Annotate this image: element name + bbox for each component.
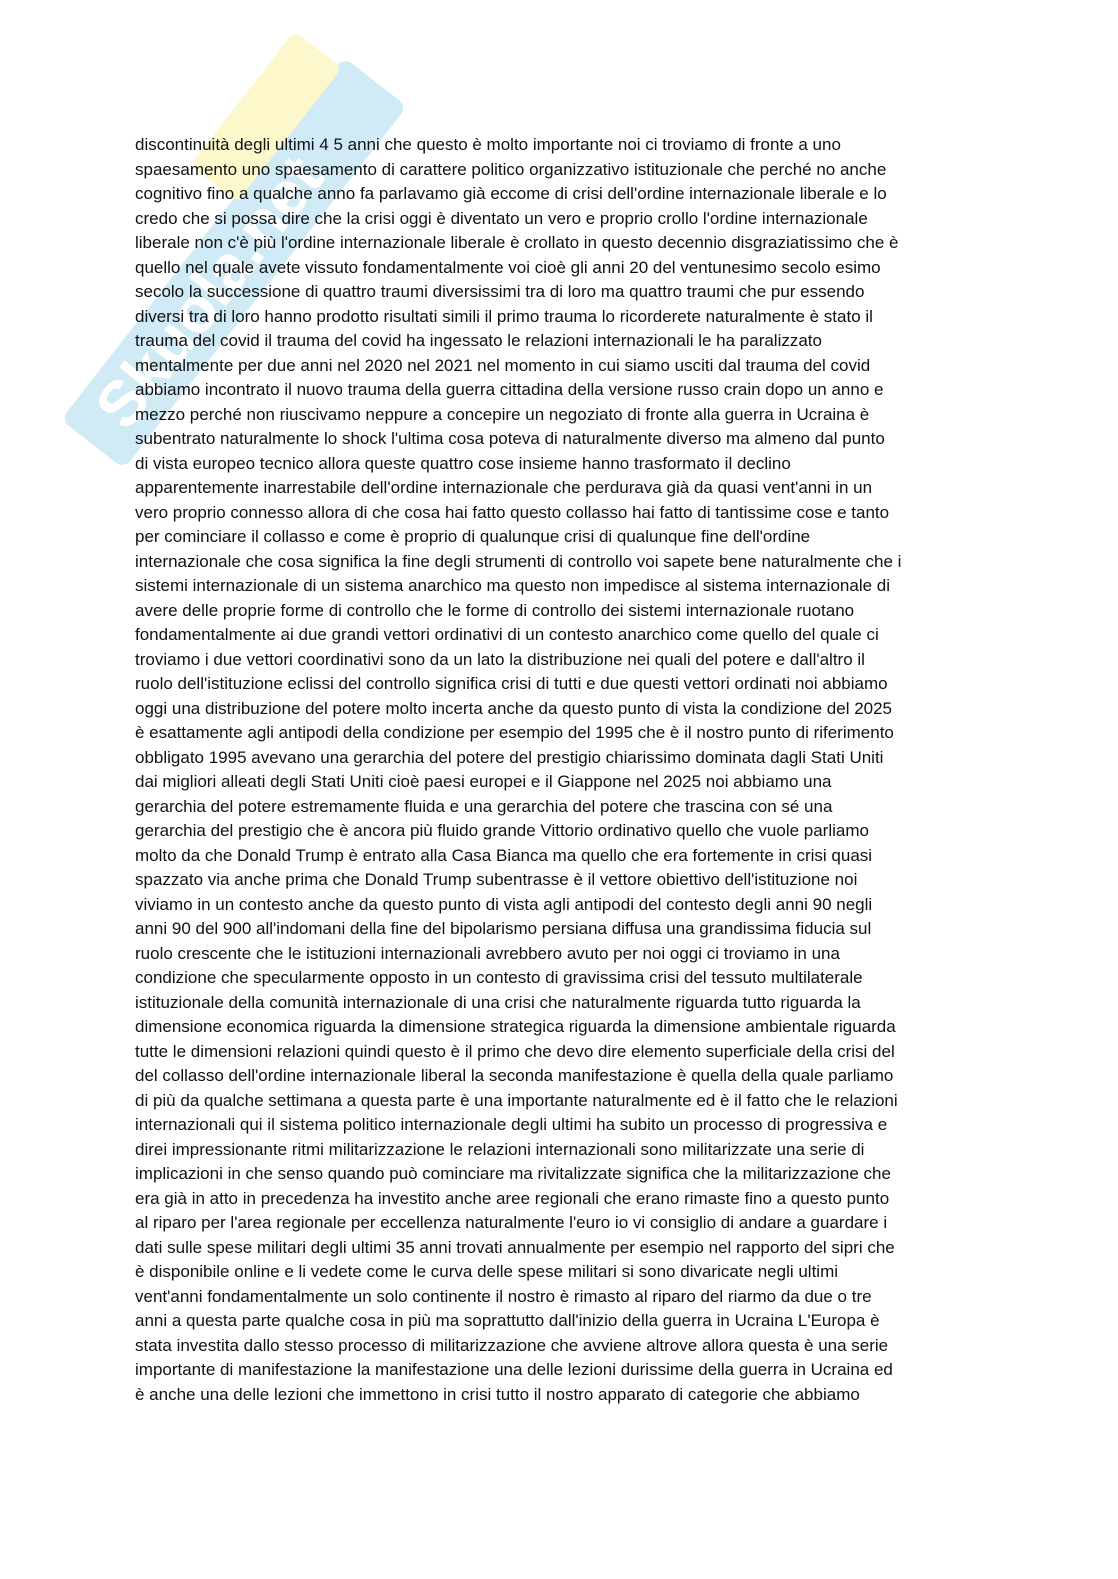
text-line: internazionali qui il sistema politico internazionale degli ultimi ha subito un processo di progressiva e: [135, 1115, 888, 1134]
text-line: condizione che specularmente opposto in un contesto di gravissima crisi del tessuto multilaterale: [135, 968, 863, 987]
text-line: viviamo in un contesto anche da questo punto di vista agli antipodi del contesto degli anni 90 negli: [135, 894, 873, 914]
text-line: dai migliori alleati degli Stati Uniti cioè paesi europei e il Giappone nel 2025 noi abbiamo una: [135, 772, 832, 791]
text-line: è disponibile online e li vedete come le curva delle spese militari si sono divaricate negli ultimi: [135, 1262, 839, 1281]
watermark-text: Skuola.net: [80, 142, 337, 442]
text-line: vent'anni fondamentalmente un solo continente il nostro è rimasto al riparo del riarmo da due o tre: [135, 1286, 872, 1306]
text-line: ruolo dell'istituzione eclissi del controllo significa crisi di tutti e due questi vettori ordinati noi abbiamo: [135, 674, 888, 693]
text-line: obbligato 1995 avevano una gerarchia del potere del prestigio chiarissimo dominata dagli Stati Uniti: [135, 747, 884, 767]
text-line: anni a questa parte qualche cosa in più ma soprattutto dall'inizio della guerra in Ucraina L'Europa è: [135, 1311, 880, 1330]
text-line: cognitivo fino a qualche anno fa parlavamo già eccome di crisi dell'ordine internazionale liberale e lo: [135, 184, 887, 203]
text-line: molto da che Donald Trump è entrato alla Casa Bianca ma quello che era fortemente in crisi quasi: [135, 845, 873, 865]
text-line: quello nel quale avete vissuto fondamentalmente voi cioè gli anni 20 del ventunesimo secolo esimo: [135, 257, 881, 277]
text-line: del collasso dell'ordine internazionale liberal la seconda manifestazione è quella della quale parliamo: [135, 1066, 894, 1085]
text-line: mezzo perché non riuscivamo neppure a concepire un negoziato di fronte alla guerra in Ucraina è: [135, 404, 870, 424]
transcript-body: [135, 133, 985, 1407]
text-line: liberale non c'è più l'ordine internazionale liberale è crollato in questo decennio disgraziatissimo che è: [135, 233, 899, 252]
text-line: tutte le dimensioni relazioni quindi questo è il primo che devo dire elemento superficiale della crisi del: [135, 1041, 895, 1061]
text-line: oggi una distribuzione del potere molto incerta anche da questo punto di vista la condizione del 2025: [135, 698, 893, 718]
text-line: di più da qualche settimana a questa parte è una importante naturalmente ed è il fatto che le relazioni: [135, 1090, 898, 1110]
text-line: spaesamento uno spaesamento di carattere politico organizzativo istituzionale che perché no anche: [135, 159, 887, 179]
text-line: mentalmente per due anni nel 2020 nel 2021 nel momento in cui siamo usciti dal trauma del covid: [135, 355, 871, 375]
text-line: abbiamo incontrato il nuovo trauma della guerra cittadina della versione russo crain dopo un anno e: [135, 380, 884, 399]
text-line: spazzato via anche prima che Donald Trump subentrasse è il vettore obiettivo dell'istituzione noi: [135, 870, 858, 889]
text-line: avere delle proprie forme di controllo che le forme di controllo dei sistemi internazionale ruotano: [135, 600, 855, 620]
text-line: gerarchia del prestigio che è ancora più fluido grande Vittorio ordinativo quello che vuole parliamo: [135, 821, 869, 840]
text-line: importante di manifestazione la manifestazione una delle lezioni durissime della guerra in Ucraina ed: [135, 1360, 893, 1379]
text-line: ruolo crescente che le istituzioni internazionali avrebbero avuto per noi oggi ci troviamo in una: [135, 943, 840, 963]
text-line: credo che si possa dire che la crisi oggi è diventato un vero e proprio crollo l'ordine internazionale: [135, 208, 868, 228]
text-line: dati sulle spese militari degli ultimi 35 anni trovati annualmente per esempio nel rapporto del sipri che: [135, 1237, 895, 1257]
text-line: al riparo per l'area regionale per eccellenza naturalmente l'euro io vi consiglio di andare a guardare i: [135, 1213, 888, 1232]
text-line: vero proprio connesso allora di che cosa hai fatto questo collasso hai fatto di tantissime cose e tanto: [135, 502, 890, 522]
text-line: istituzionale della comunità internazionale di una crisi che naturalmente riguarda tutto riguarda la: [135, 992, 861, 1012]
text-line: secolo la successione di quattro traumi diversissimi tra di loro ma quattro traumi che pur essendo: [135, 282, 865, 301]
text-line: dimensione economica riguarda la dimensione strategica riguarda la dimensione ambientale riguarda: [135, 1017, 896, 1036]
text-line: subentrato naturalmente lo shock l'ultima cosa poteva di naturalmente diverso ma almeno dal punto: [135, 429, 885, 448]
text-line: apparentemente inarrestabile dell'ordine internazionale che perdurava già da quasi vent'anni in un: [135, 478, 873, 497]
text-line: diversi tra di loro hanno prodotto risultati simili il primo trauma lo ricorderete naturalmente è stato il: [135, 306, 873, 326]
text-line: trauma del covid il trauma del covid ha ingessato le relazioni internazionali le ha paralizzato: [135, 331, 822, 350]
text-line: stata investita dallo stesso processo di militarizzazione che avviene altrove allora questa è una serie: [135, 1335, 889, 1355]
text-line: direi impressionante ritmi militarizzazione le relazioni internazionali sono militarizzate una serie di: [135, 1139, 865, 1159]
text-line: di vista europeo tecnico allora queste quattro cose insieme hanno trasformato il declino: [135, 453, 791, 473]
text-line: fondamentalmente ai due grandi vettori ordinativi di un contesto anarchico come quello del quale ci: [135, 625, 879, 644]
text-line: per cominciare il collasso e come è proprio di qualunque crisi di qualunque fine dell'ordine: [135, 527, 811, 546]
text-line: internazionale che cosa significa la fine degli strumenti di controllo voi sapete bene naturalmente che i: [135, 551, 902, 571]
text-line: sistemi internazionale di un sistema anarchico ma questo non impedisce al sistema internazionale di: [135, 576, 891, 595]
text-line: anni 90 del 900 all'indomani della fine del bipolarismo persiana diffusa una grandissima fiducia sul: [135, 919, 872, 938]
text-line: troviamo i due vettori coordinativi sono da un lato la distribuzione nei quali del potere e dall'altro il: [135, 649, 865, 669]
text-line: è anche una delle lezioni che immettono in crisi tutto il nostro apparato di categorie che abbiamo: [135, 1384, 860, 1404]
text-line: era già in atto in precedenza ha investito anche aree regionali che erano rimaste fino a questo punto: [135, 1188, 890, 1208]
text-line: discontinuità degli ultimi 4 5 anni che questo è molto importante noi ci troviamo di fronte a uno: [135, 135, 841, 154]
text-line: gerarchia del potere estremamente fluida e una gerarchia del potere che trascina con sé una: [135, 796, 833, 816]
text-line: implicazioni in che senso quando può cominciare ma rivitalizzate significa che la militarizzazione che: [135, 1164, 891, 1183]
text-line: è esattamente agli antipodi della condizione per esempio del 1995 che è il nostro punto di riferimento: [135, 723, 894, 742]
